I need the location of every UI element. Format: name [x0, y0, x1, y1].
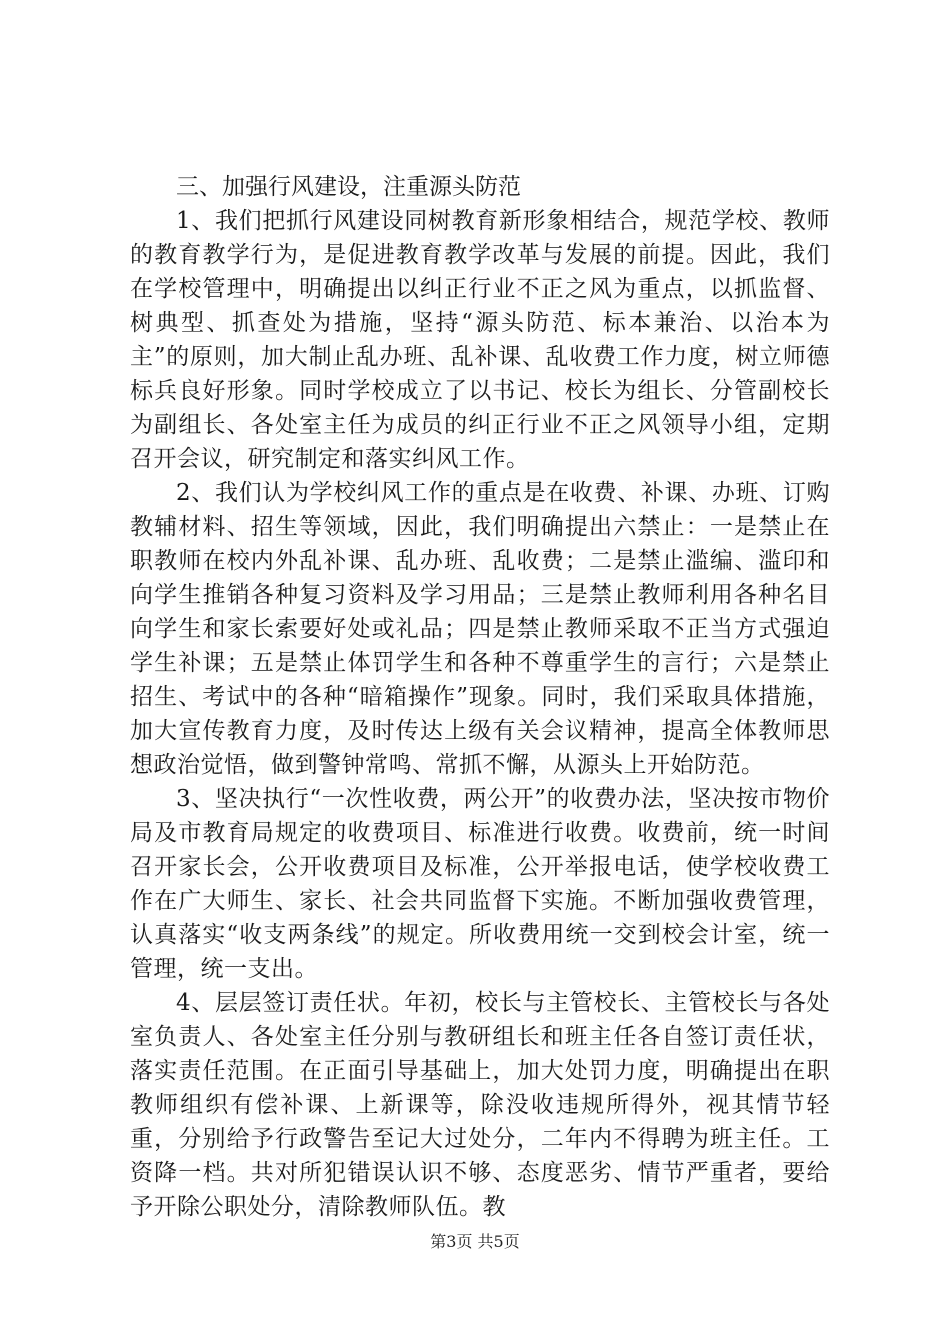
- paragraph-4: 4、层层签订责任状。年初，校长与主管校长、主管校长与各处室负责人、各处室主任分别与教研组长和班主任各自签订责任状，落实责任范围。在正面引导基础上，加大处罚力度，明确提出在职教师组织有偿补课、上新课等，除没收违规所得外，视其情节轻重，分别给予行政警告至记大过处分，二年内不得聘为班主任。工资降一档。共对所犯错误认识不够、态度恶劣、情节严重者，要给予开除公职处分，清除教师队伍。教: [130, 990, 830, 1220]
- page-number-footer: 第3页 共5页: [430, 1232, 520, 1251]
- paragraph-3: 3、坚决执行“一次性收费，两公开”的收费办法，坚决按市物价局及市教育局规定的收费项目、标准进行收费。收费前，统一时间召开家长会，公开收费项目及标准，公开举报电话，使学校收费工作在广大师生、家长、社会共同监督下实施。不断加强收费管理，认真落实“收支两条线”的规定。所收费用统一交到校会计室，统一管理，统一支出。: [130, 786, 830, 982]
- paragraph-2: 2、我们认为学校纠风工作的重点是在收费、补课、办班、订购教辅材料、招生等领域，因此，我们明确提出六禁止：一是禁止在职教师在校内外乱补课、乱办班、乱收费；二是禁止滥编、滥印和向学生推销各种复习资料及学习用品；三是禁止教师利用各种名目向学生和家长索要好处或礼品；四是禁止教师采取不正当方式强迫学生补课；五是禁止体罚学生和各种不尊重学生的言行；六是禁止招生、考试中的各种“暗箱操作”现象。同时，我们采取具体措施，加大宣传教育力度，及时传达上级有关会议精神，提高全体教师思想政治觉悟，做到警钟常鸣、常抓不懈，从源头上开始防范。: [130, 480, 830, 778]
- document-body: [130, 170, 830, 1224]
- section-heading: 三、加强行风建设，注重源头防范: [176, 174, 521, 200]
- paragraph-1: 1、我们把抓行风建设同树教育新形象相结合，规范学校、教师的教育教学行为，是促进教育教学改革与发展的前提。因此，我们在学校管理中，明确提出以纠正行业不正之风为重点，以抓监督、树典型、抓查处为措施，坚持“源头防范、标本兼治、以治本为主”的原则，加大制止乱办班、乱补课、乱收费工作力度，树立师德标兵良好形象。同时学校成立了以书记、校长为组长、分管副校长为副组长、各处室主任为成员的纠正行业不正之风领导小组，定期召开会议，研究制定和落实纠风工作。: [130, 208, 830, 472]
